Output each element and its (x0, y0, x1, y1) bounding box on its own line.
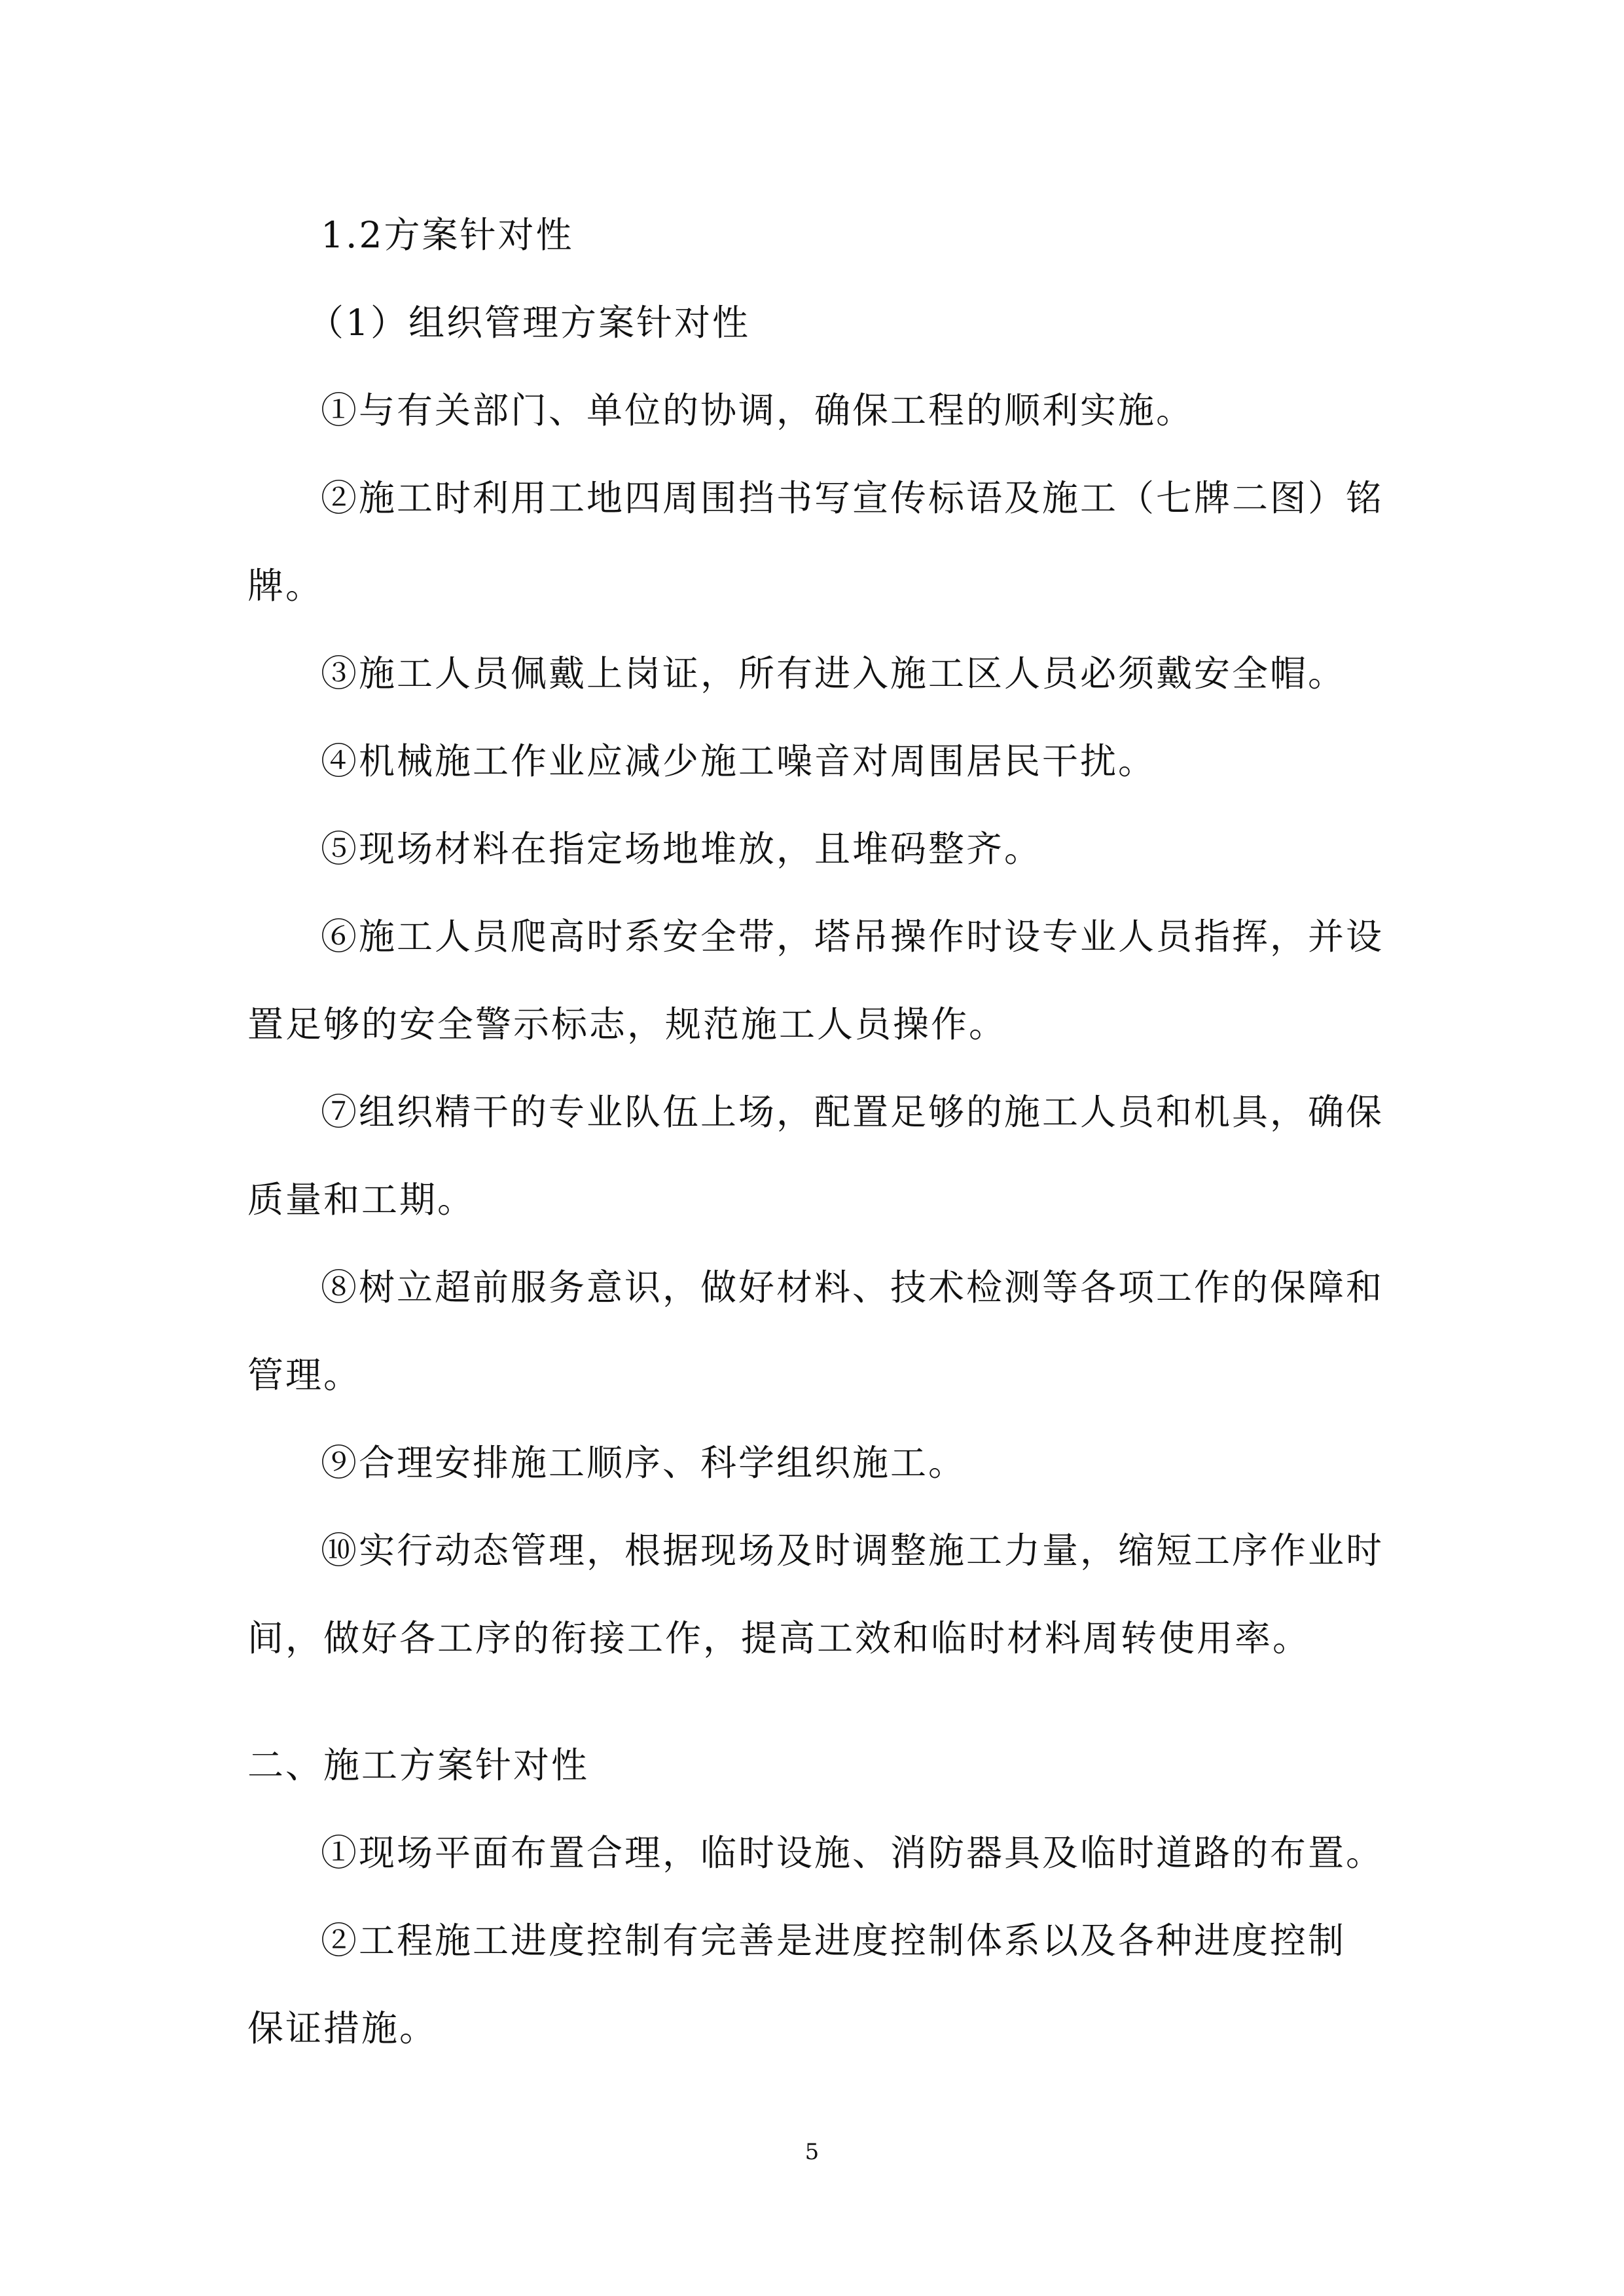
org-item-2-line-1: ②施工时利用工地四周围挡书写宣传标语及施工（七牌二图）铭 (321, 477, 1384, 519)
subsection-heading-org-management: （1）组织管理方案针对性 (308, 302, 750, 344)
org-item-10-line-2: 间，做好各工序的衔接工作，提高工效和临时材料周转使用率。 (247, 1617, 1311, 1659)
page-number: 5 (804, 2139, 820, 2165)
org-item-9: ⑨合理安排施工顺序、科学组织施工。 (321, 1442, 967, 1484)
org-item-6-line-1: ⑥施工人员爬高时系安全带，塔吊操作时设专业人员指挥，并设 (321, 916, 1384, 958)
org-item-2-line-2: 牌。 (247, 565, 324, 607)
org-item-7-line-2: 质量和工期。 (247, 1179, 476, 1221)
section-heading-2: 二、施工方案针对性 (247, 1744, 590, 1786)
org-item-4: ④机械施工作业应减少施工噪音对周围居民干扰。 (321, 740, 1157, 782)
construction-item-2-line-2: 保证措施。 (247, 2007, 438, 2049)
org-item-3: ③施工人员佩戴上岗证，所有进入施工区人员必须戴安全帽。 (321, 653, 1346, 694)
org-item-10-line-1: ⑩实行动态管理，根据现场及时调整施工力量，缩短工序作业时 (321, 1530, 1384, 1571)
construction-item-2-line-1: ②工程施工进度控制有完善是进度控制体系以及各种进度控制 (321, 1920, 1346, 1962)
section-heading-1-2: 1.2方案针对性 (321, 214, 574, 256)
construction-item-1: ①现场平面布置合理，临时设施、消防器具及临时道路的布置。 (321, 1832, 1384, 1874)
org-item-8-line-2: 管理。 (247, 1354, 362, 1396)
org-item-8-line-1: ⑧树立超前服务意识，做好材料、技术检测等各项工作的保障和 (321, 1266, 1384, 1308)
org-item-1: ①与有关部门、单位的协调，确保工程的顺利实施。 (321, 389, 1195, 431)
org-item-5: ⑤现场材料在指定场地堆放，且堆码整齐。 (321, 828, 1043, 870)
org-item-7-line-1: ⑦组织精干的专业队伍上场，配置足够的施工人员和机具，确保 (321, 1091, 1384, 1133)
org-item-6-line-2: 置足够的安全警示标志，规范施工人员操作。 (247, 1003, 1007, 1045)
